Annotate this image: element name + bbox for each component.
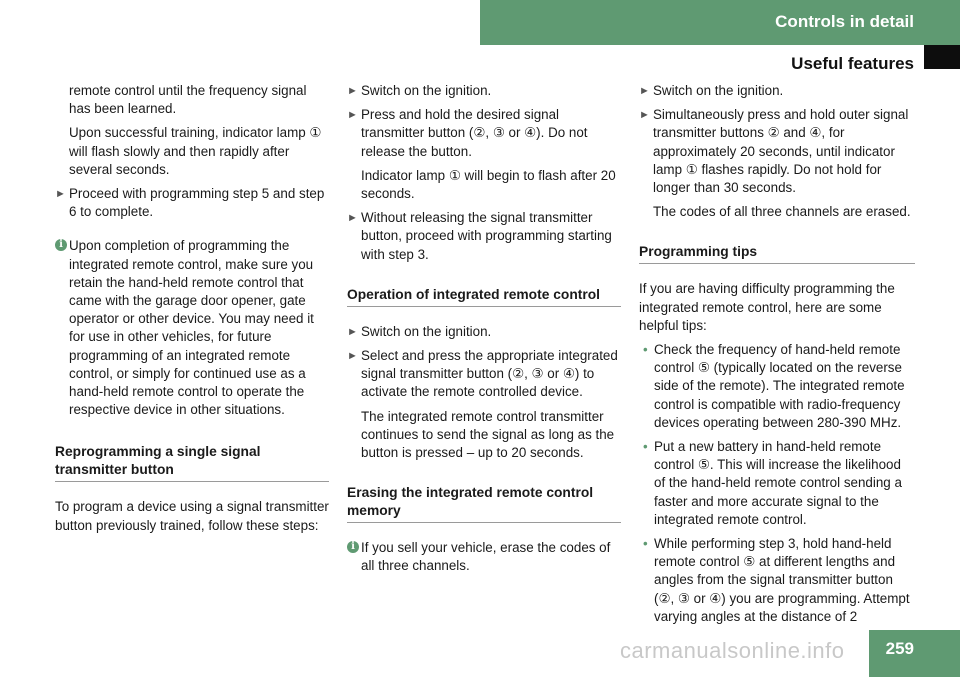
tip-bullet [639,341,915,432]
arrow-icon: ► [347,325,358,338]
column-3 [639,82,915,632]
bullet-text: Put a new battery in hand-held remote control ⑤. This will increase the likelihood of the hand-held remote control sending a faster and more accurate signal to the integrated remote control. [654,439,902,527]
page-number: 259 [885,639,914,658]
step-text: Without releasing the signal transmitter button, proceed with programming starting with step 3. [361,210,612,262]
info-text: If you sell your vehicle, erase the codes of all three channels. [361,540,611,574]
bullet-text: Check the frequency of hand-held remote control ⑤ (typically located on the reverse side of the remote). The integrated remote control is compatible with radio-frequency devices operating between 280-390 MHz. [654,342,905,430]
page-number-box [869,630,960,677]
arrow-icon: ► [347,109,358,122]
step-text: Proceed with programming step 5 and step 6 to complete. [69,186,325,220]
arrow-icon: ► [55,188,66,201]
step-text: Select and press the appropriate integrated signal transmitter button (②, ③ or ④) to activate the remote controlled device. [361,348,618,400]
instruction-step [347,106,621,161]
watermark: carmanualsonline.info [620,638,845,663]
instruction-step [347,323,621,341]
tip-bullet [639,535,915,626]
step-text: Press and hold the desired signal transmitter button (②, ③ or ④). Do not release the button. [361,107,588,159]
column-1 [55,82,329,541]
section-heading: Erasing the integrated remote control memory [347,484,621,523]
paragraph: remote control until the frequency signal has been learned. [69,83,307,117]
tip-bullet [639,438,915,529]
step-text: Simultaneously press and hold outer signal transmitter buttons ② and ④, for approximately 20 seconds, until indicator lamp ① flashes rapidly. Do not hold for longer than 30 seconds. [653,107,909,196]
bullet-text: While performing step 3, hold hand-held remote control ⑤ at different lengths and angles from the signal transmitter button (②, ③ or ④) you are programming. Attempt varying angles at the distance of 2 [654,536,910,624]
paragraph: To program a device using a signal transmitter button previously trained, follow these steps: [55,499,329,533]
section-tab-marker [924,45,960,69]
step-text: Switch on the ignition. [653,83,784,98]
instruction-step [55,185,329,221]
info-icon: i [347,541,359,553]
column-2 [347,82,621,582]
instruction-step [347,82,621,100]
instruction-step [347,347,621,402]
step-note: The integrated remote control transmitter continues to send the signal as long as the button is pressed – up to 20 seconds. [361,408,615,461]
subsection-title: Useful features [791,54,914,73]
section-heading: Reprogramming a single signal transmitter button [55,443,329,482]
arrow-icon: ► [347,85,358,97]
step-note: The codes of all three channels are erased. [653,204,911,220]
bullet-icon: • [643,342,648,358]
info-text: Upon completion of programming the integrated remote control, make sure you retain the hand-held remote control that came with the garage door opener, gate operator or other device. You may need it for use in other vehicles, for future programming of an integrated remote control, or simply for continued use as a hand-held remote control to operate the respective device in other situations. [69,238,314,418]
info-icon: i [55,239,67,251]
bullet-icon: • [643,439,648,455]
arrow-icon: ► [639,85,650,97]
paragraph: If you are having difficulty programming the integrated remote control, here are some helpful tips: [639,281,895,333]
step-text: Switch on the ignition. [361,323,492,339]
section-heading: Programming tips [639,243,915,264]
bullet-icon: • [643,536,648,552]
arrow-icon: ► [639,109,650,122]
paragraph: Upon successful training, indicator lamp ① will flash slowly and then rapidly after several seconds. [69,125,322,177]
step-note: Indicator lamp ① will begin to flash after 20 seconds. [361,167,616,202]
instruction-step [639,106,915,197]
section-title: Controls in detail [775,12,914,31]
arrow-icon: ► [347,350,358,363]
step-text: Switch on the ignition. [361,83,492,98]
info-note [347,539,621,575]
section-heading: Operation of integrated remote control [347,286,621,307]
instruction-step [639,82,915,100]
arrow-icon: ► [347,212,358,225]
info-note [55,237,329,419]
instruction-step [347,209,621,264]
